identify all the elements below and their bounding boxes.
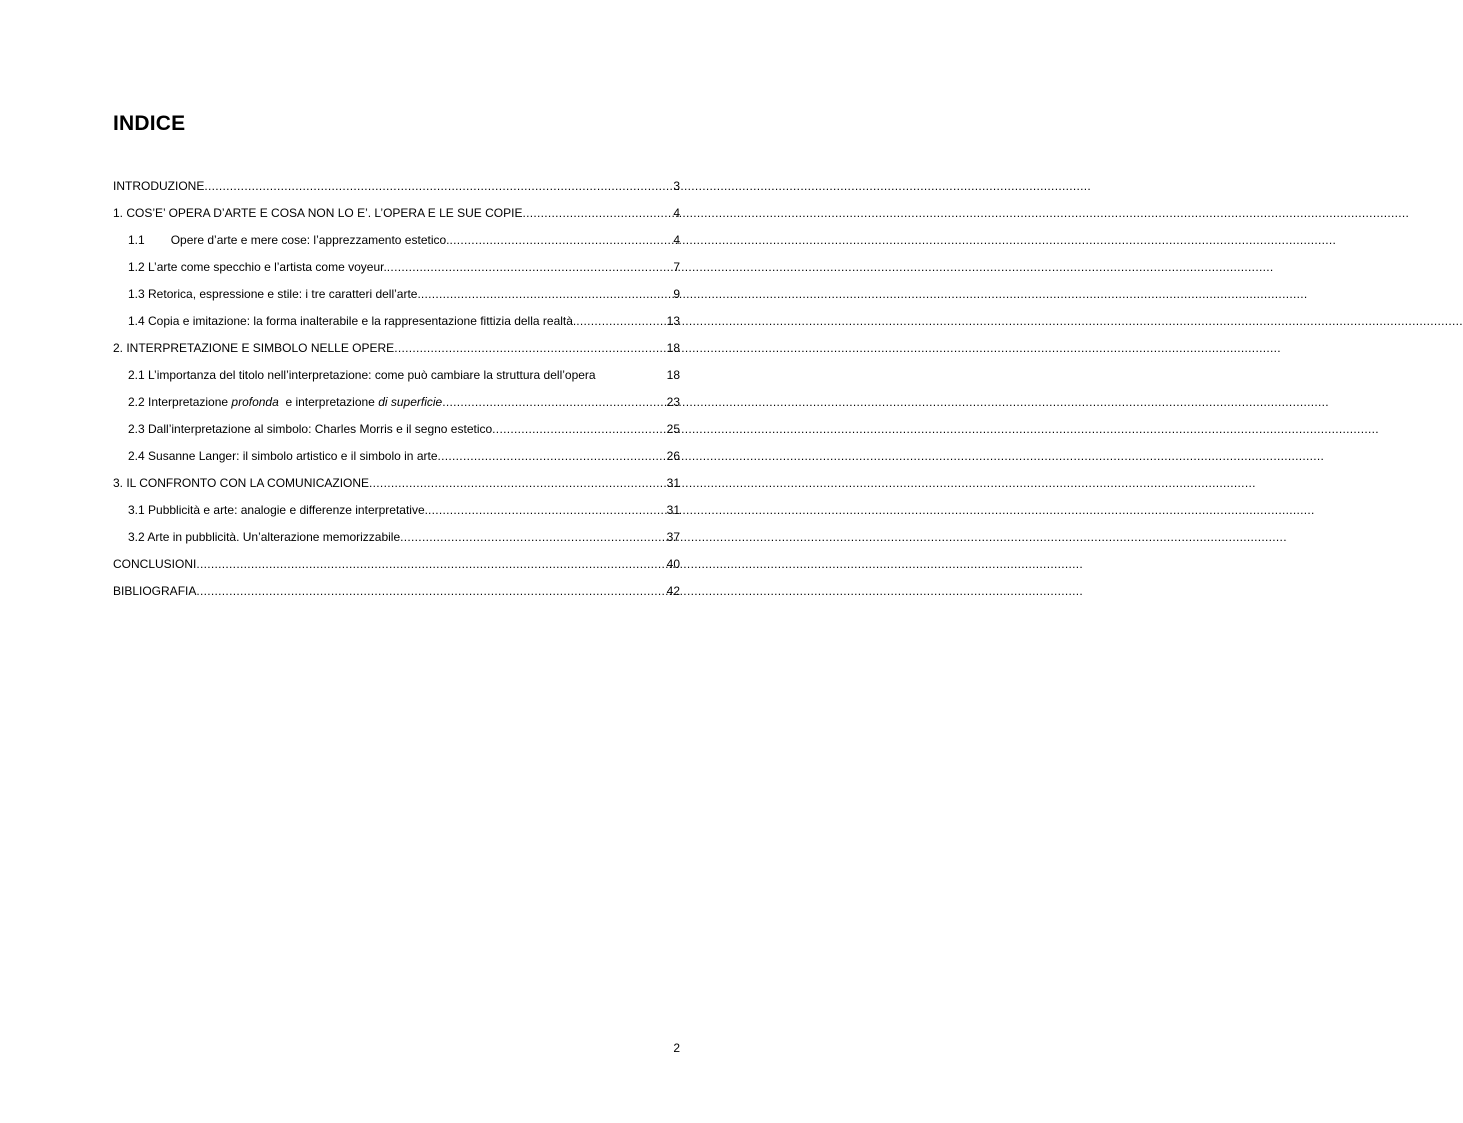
- toc-entry-title: 2.4 Susanne Langer: il simbolo artistico e il simbolo in arte: [128, 449, 438, 463]
- toc-entry-title: BIBLIOGRAFIA: [113, 584, 197, 598]
- toc-entry-section-1-1[interactable]: [113, 232, 680, 259]
- toc-entry-section-1-4[interactable]: [113, 313, 680, 340]
- toc-entry-chapter-2[interactable]: [113, 340, 680, 367]
- toc-entry-page: 31: [666, 503, 680, 517]
- toc-entry-title: CONCLUSIONI: [113, 557, 197, 571]
- toc-entry-text: e interpretazione: [278, 395, 379, 409]
- toc-entry-page: 31: [666, 476, 680, 490]
- toc-entry-section-3-2[interactable]: [113, 529, 680, 556]
- dot-leader: [522, 205, 673, 221]
- toc-entry-page: 40: [666, 557, 680, 571]
- toc-entry-title: 2. INTERPRETAZIONE E SIMBOLO NELLE OPERE: [113, 341, 395, 355]
- page-number: 2: [673, 1041, 680, 1055]
- toc-entry-chapter-1[interactable]: [113, 205, 680, 232]
- table-of-contents: [113, 178, 680, 610]
- toc-entry-page: 4: [673, 206, 680, 220]
- toc-entry-emphasis: profonda: [231, 395, 279, 409]
- toc-entry-title: 3.1 Pubblicità e arte: analogie e differenze interpretative.: [128, 503, 428, 517]
- toc-entry-page: 3: [673, 179, 680, 193]
- dot-leader: [492, 421, 666, 437]
- toc-entry-page: 18: [666, 368, 680, 382]
- toc-entry-title: 1.3 Retorica, espressione e stile: i tre caratteri dell’arte.: [128, 287, 421, 301]
- dot-leader: [428, 502, 667, 518]
- dot-leader: [421, 286, 674, 302]
- toc-entry-conclusioni[interactable]: [113, 556, 680, 583]
- toc-entry-page: 26: [666, 449, 680, 463]
- toc-entry-page: 4: [673, 233, 680, 247]
- toc-entry-section-2-2[interactable]: [113, 394, 680, 421]
- toc-entry-page: 18: [666, 341, 680, 355]
- toc-entry-emphasis: di superficie: [378, 395, 443, 409]
- page-title: INDICE: [113, 112, 186, 135]
- toc-entry-section-3-1[interactable]: [113, 502, 680, 529]
- toc-entry-title: 1.2 L’arte come specchio e l’artista come voyeur.: [128, 260, 387, 274]
- toc-entry-title: 3.2 Arte in pubblicità. Un’alterazione memorizzabile: [128, 530, 401, 544]
- toc-entry-page: 9: [673, 287, 680, 301]
- dot-leader: [196, 556, 666, 572]
- toc-entry-title: 2.3 Dall’interpretazione al simbolo: Charles Morris e il segno estetico: [128, 422, 493, 436]
- toc-entry-section-1-2[interactable]: [113, 259, 680, 286]
- dot-leader: [369, 475, 667, 491]
- dot-leader: [442, 394, 666, 410]
- toc-entry-title: INTRODUZIONE: [113, 179, 205, 193]
- toc-entry-number: 1.1: [128, 233, 145, 247]
- dot-leader: [204, 178, 673, 194]
- toc-entry-section-2-4[interactable]: [113, 448, 680, 475]
- dot-leader: [438, 448, 667, 464]
- toc-entry-page: 7: [673, 260, 680, 274]
- toc-entry-text: 2.2 Interpretazione: [128, 395, 232, 409]
- toc-entry-title: 3. IL CONFRONTO CON LA COMUNICAZIONE: [113, 476, 370, 490]
- toc-entry-chapter-3[interactable]: [113, 475, 680, 502]
- toc-entry-page: 13: [666, 314, 680, 328]
- toc-entry-introduzione[interactable]: [113, 178, 680, 205]
- toc-entry-section-2-3[interactable]: [113, 421, 680, 448]
- toc-entry-section-2-1[interactable]: [113, 367, 680, 394]
- dot-leader: [400, 529, 667, 545]
- toc-entry-page: 42: [666, 584, 680, 598]
- toc-entry-title: 2.1 L’importanza del titolo nell’interpretazione: come può cambiare la struttura dell’opera: [128, 368, 596, 382]
- toc-entry-page: 25: [666, 422, 680, 436]
- toc-entry-page: 37: [666, 530, 680, 544]
- toc-entry-page: 23: [666, 395, 680, 409]
- toc-entry-title: 1.4 Copia e imitazione: la forma inalterabile e la rappresentazione fittizia della realtà.: [128, 314, 577, 328]
- toc-entry-title: 1. COS’E’ OPERA D’ARTE E COSA NON LO E’. L’OPERA E LE SUE COPIE: [113, 206, 523, 220]
- toc-entry-bibliografia[interactable]: [113, 583, 680, 610]
- dot-leader: [450, 232, 674, 248]
- toc-entry-title: [128, 394, 442, 410]
- toc-entry-section-1-3[interactable]: [113, 286, 680, 313]
- toc-entry-title: [128, 232, 450, 248]
- dot-leader: [387, 259, 674, 275]
- toc-entry-text: Opere d’arte e mere cose: l’apprezzamento estetico.: [170, 233, 450, 247]
- dot-leader: [394, 340, 666, 356]
- dot-leader: [576, 313, 666, 329]
- dot-leader: [196, 583, 666, 599]
